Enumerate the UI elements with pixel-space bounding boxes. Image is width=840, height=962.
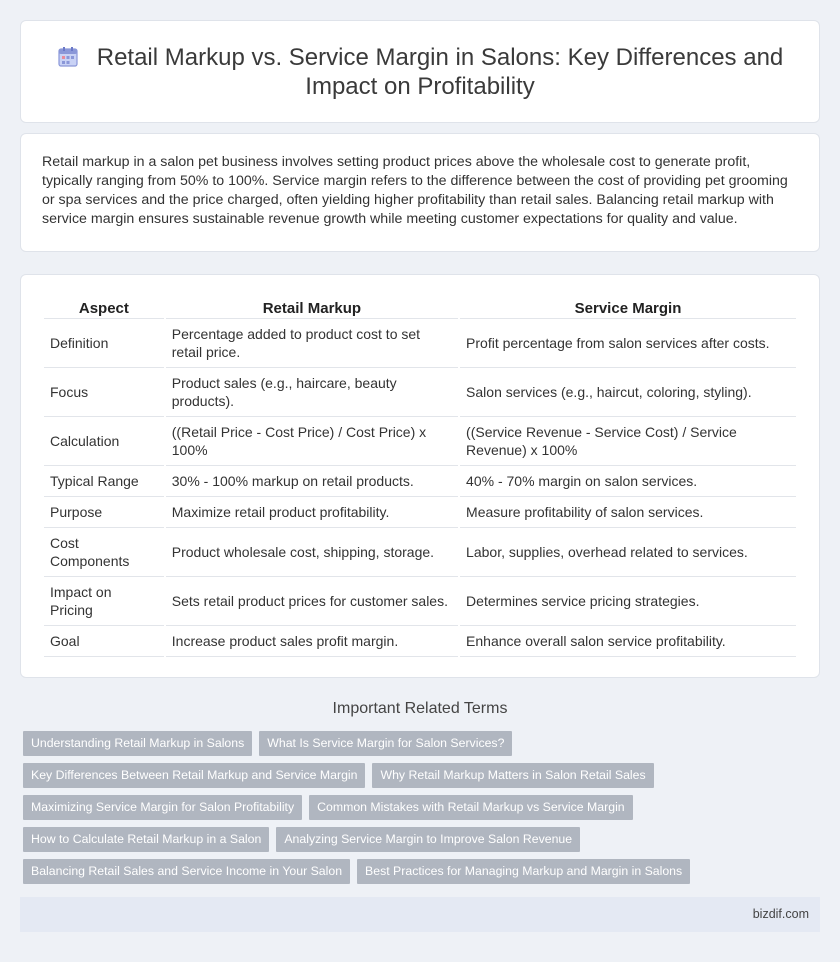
header-aspect: Aspect bbox=[44, 295, 164, 319]
table-row bbox=[44, 497, 796, 528]
related-term-link[interactable]: Analyzing Service Margin to Improve Salon Revenue bbox=[276, 827, 580, 852]
cell-aspect: Focus bbox=[44, 368, 164, 417]
cell-aspect: Impact on Pricing bbox=[44, 577, 164, 626]
title-line-2: Impact on Profitability bbox=[305, 73, 535, 100]
cell-service: Profit percentage from salon services after costs. bbox=[460, 319, 796, 368]
related-term-link[interactable]: Maximizing Service Margin for Salon Profitability bbox=[23, 795, 302, 820]
cell-service: Labor, supplies, overhead related to services. bbox=[460, 528, 796, 577]
intro-card bbox=[20, 133, 820, 252]
table-row bbox=[44, 626, 796, 657]
related-term-link[interactable]: Key Differences Between Retail Markup and Service Margin bbox=[23, 763, 365, 788]
cell-retail: Sets retail product prices for customer sales. bbox=[166, 577, 458, 626]
cell-retail: ((Retail Price - Cost Price) / Cost Price) x 100% bbox=[166, 417, 458, 466]
calendar-icon bbox=[57, 46, 79, 68]
table-row bbox=[44, 417, 796, 466]
comparison-table bbox=[42, 295, 798, 657]
intro-paragraph: Retail markup in a salon pet business involves setting product prices above the wholesale cost to generate profit, typically ranging from 50% to 100%. Service margin refers to the difference between the cost of providing pet grooming or spa services and the price charged, often yielding higher profitability than retail sales. Balancing retail markup with service margin ensures sustainable revenue growth while meeting customer expectations for quality and value. bbox=[42, 154, 788, 227]
cell-retail: Percentage added to product cost to set retail price. bbox=[166, 319, 458, 368]
related-term-link[interactable]: How to Calculate Retail Markup in a Salon bbox=[23, 827, 269, 852]
table-row bbox=[44, 466, 796, 497]
table-row bbox=[44, 319, 796, 368]
cell-aspect: Typical Range bbox=[44, 466, 164, 497]
related-term-link[interactable]: Balancing Retail Sales and Service Income in Your Salon bbox=[23, 859, 350, 884]
related-term-link[interactable]: What Is Service Margin for Salon Services? bbox=[259, 731, 512, 756]
table-row bbox=[44, 577, 796, 626]
cell-service: Enhance overall salon service profitability. bbox=[460, 626, 796, 657]
cell-service: Salon services (e.g., haircut, coloring, styling). bbox=[460, 368, 796, 417]
cell-aspect: Cost Components bbox=[44, 528, 164, 577]
cell-service: Measure profitability of salon services. bbox=[460, 497, 796, 528]
cell-service: ((Service Revenue - Service Cost) / Service Revenue) x 100% bbox=[460, 417, 796, 466]
title-line-1: Retail Markup vs. Service Margin in Salons: Key Differences and bbox=[96, 44, 784, 71]
related-terms-heading: Important Related Terms bbox=[332, 700, 508, 717]
related-term-link[interactable]: Why Retail Markup Matters in Salon Retail Sales bbox=[372, 763, 653, 788]
cell-retail: Product sales (e.g., haircare, beauty products). bbox=[166, 368, 458, 417]
footer-site-link[interactable]: bizdif.com bbox=[752, 907, 809, 921]
footer bbox=[20, 897, 820, 932]
table-row bbox=[44, 368, 796, 417]
cell-aspect: Calculation bbox=[44, 417, 164, 466]
cell-service: 40% - 70% margin on salon services. bbox=[460, 466, 796, 497]
header-retail-markup: Retail Markup bbox=[166, 295, 458, 319]
related-term-link[interactable]: Common Mistakes with Retail Markup vs Service Margin bbox=[309, 795, 633, 820]
table-row bbox=[44, 528, 796, 577]
cell-retail: 30% - 100% markup on retail products. bbox=[166, 466, 458, 497]
table-header-row bbox=[44, 295, 796, 319]
related-term-link[interactable]: Understanding Retail Markup in Salons bbox=[23, 731, 252, 756]
header-service-margin: Service Margin bbox=[460, 295, 796, 319]
cell-retail: Maximize retail product profitability. bbox=[166, 497, 458, 528]
cell-aspect: Goal bbox=[44, 626, 164, 657]
page-title bbox=[21, 43, 819, 101]
title-card bbox=[20, 20, 820, 123]
related-term-link[interactable]: Best Practices for Managing Markup and Margin in Salons bbox=[357, 859, 690, 884]
related-terms-list bbox=[23, 731, 823, 891]
cell-service: Determines service pricing strategies. bbox=[460, 577, 796, 626]
cell-aspect: Purpose bbox=[44, 497, 164, 528]
cell-aspect: Definition bbox=[44, 319, 164, 368]
comparison-card bbox=[20, 274, 820, 678]
cell-retail: Product wholesale cost, shipping, storage. bbox=[166, 528, 458, 577]
cell-retail: Increase product sales profit margin. bbox=[166, 626, 458, 657]
